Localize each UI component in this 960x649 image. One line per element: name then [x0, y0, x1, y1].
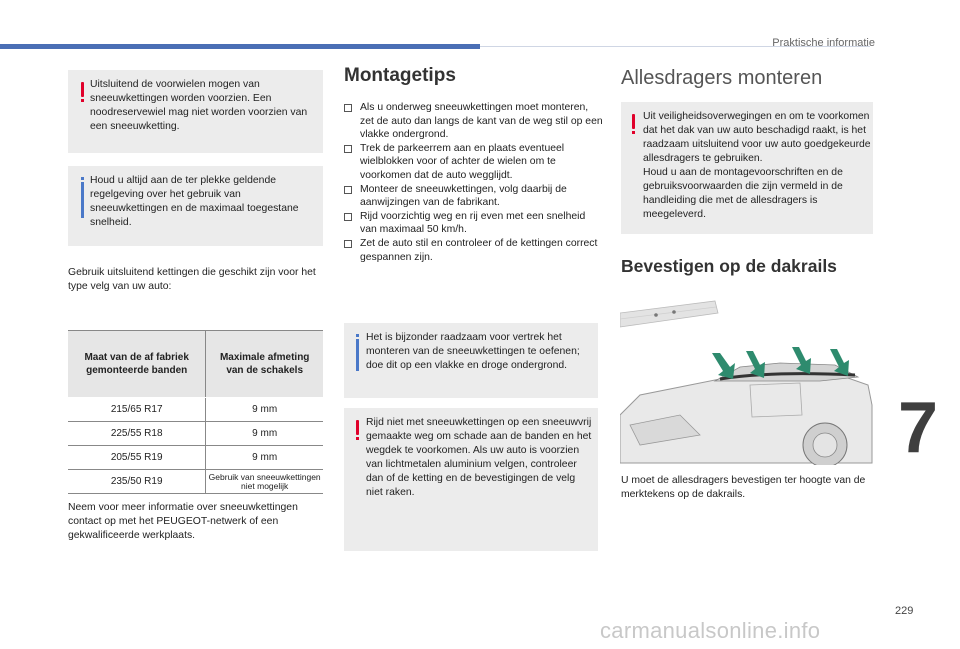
table-cell: 235/50 R19	[68, 470, 206, 494]
roof-rack-heading: Allesdragers monteren	[621, 67, 823, 89]
info-note-text: Het is bijzonder raadzaam voor vertrek het monteren van de sneeuwkettingen te oefenen; doe dit op een vlakke en droge ondergrond.	[366, 332, 580, 371]
chapter-tab	[888, 388, 960, 475]
info-icon	[356, 339, 359, 371]
intro-paragraph: Gebruik uitsluitend kettingen die geschikt zijn voor het type velg van uw auto:	[68, 267, 316, 292]
table-row	[68, 446, 323, 470]
warning-note-box	[621, 102, 873, 234]
checkbox-icon	[344, 104, 352, 112]
outro-paragraph: Neem voor meer informatie over sneeuwkettingen contact op met het PEUGEOT-netwerk of een gekwalificeerde werkplaats.	[68, 502, 298, 541]
list-item: Monteer de sneeuwkettingen, volg daarbij de aanwijzingen van de fabrikant.	[344, 183, 604, 210]
table-cell: Gebruik van sneeuwkettingen niet mogelijk	[206, 470, 323, 494]
warning-note-box	[344, 408, 598, 551]
checkbox-icon	[344, 240, 352, 248]
montage-tips-heading: Montagetips	[344, 65, 456, 86]
warning-icon	[81, 82, 84, 97]
info-note-box	[68, 166, 323, 246]
table-header-tyre-size: Maat van de af fabriek gemonteerde banden	[68, 331, 206, 398]
info-icon	[81, 182, 84, 218]
table-cell: 9 mm	[206, 398, 323, 422]
warning-icon	[356, 420, 359, 435]
warning-note-box	[68, 70, 323, 153]
list-item: Als u onderweg sneeuwkettingen moet monteren, zet de auto dan langs de kant van de weg stil op een vlakke ondergrond.	[344, 101, 604, 142]
roof-rails-subheading: Bevestigen op de dakrails	[621, 256, 837, 276]
info-note-box	[344, 323, 598, 398]
illustration-caption: U moet de allesdragers bevestigen ter hoogte van de merktekens op de dakrails.	[621, 475, 866, 500]
table-cell: 9 mm	[206, 446, 323, 470]
warning-note-text: Uit veiligheidsoverwegingen en om te voorkomen dat het dak van uw auto beschadigd raakt, is het raadzaam uitsluitend voor uw auto goedgekeurde allesdragers te gebruiken. Houd u aan de montagevoorschriften en de gebruiksvoorwaarden die zijn vermeld in de handleiding die met de allesdragers is meegeleverd.	[643, 111, 871, 220]
warning-icon	[632, 114, 635, 129]
checkbox-icon	[344, 145, 352, 153]
watermark: carmanualsonline.info	[600, 618, 821, 643]
info-note-text: Houd u altijd aan de ter plekke geldende regelgeving over het gebruik van sneeuwkettingen en de maximaal toegestane snelheid.	[90, 175, 299, 228]
list-item: Rijd voorzichtig weg en rij even met een snelheid van maximaal 50 km/h.	[344, 210, 604, 237]
list-item: Trek de parkeerrem aan en plaats eventueel wielblokken voor of achter de wielen om te voorkomen dat de auto wegglijdt.	[344, 142, 604, 183]
checkbox-icon	[344, 213, 352, 221]
page-number: 229	[895, 605, 914, 617]
warning-note-text: Rijd niet met sneeuwkettingen op een sneeuwvrij gemaakte weg om schade aan de banden en het wegdek te voorkomen. Als uw auto is voorzien van lichtmetalen aluminium velgen, controleer dan of de ketting en de bevestigingen de velg niet raken.	[366, 417, 592, 498]
section-title: Praktische informatie	[772, 37, 875, 49]
tyre-chain-table	[68, 330, 323, 494]
table-cell: 205/55 R19	[68, 446, 206, 470]
table-row	[68, 422, 323, 446]
table-cell: 225/55 R18	[68, 422, 206, 446]
warning-note-text: Uitsluitend de voorwielen mogen van sneeuwkettingen worden voorzien. Een noodreservewiel mag niet worden voorzien van een sneeuwketting.	[90, 79, 308, 132]
header-accent-bar	[0, 44, 480, 49]
chapter-number: 7	[898, 388, 939, 468]
car-roof-rails-illustration	[620, 295, 874, 465]
table-cell: 9 mm	[206, 422, 323, 446]
checkbox-icon	[344, 186, 352, 194]
table-header-max-link-size: Maximale afmeting van de schakels	[206, 331, 323, 398]
montage-tips-list	[344, 101, 604, 264]
table-cell: 215/65 R17	[68, 398, 206, 422]
table-row	[68, 470, 323, 494]
list-item: Zet de auto stil en controleer of de kettingen correct gespannen zijn.	[344, 237, 604, 264]
table-row	[68, 398, 323, 422]
